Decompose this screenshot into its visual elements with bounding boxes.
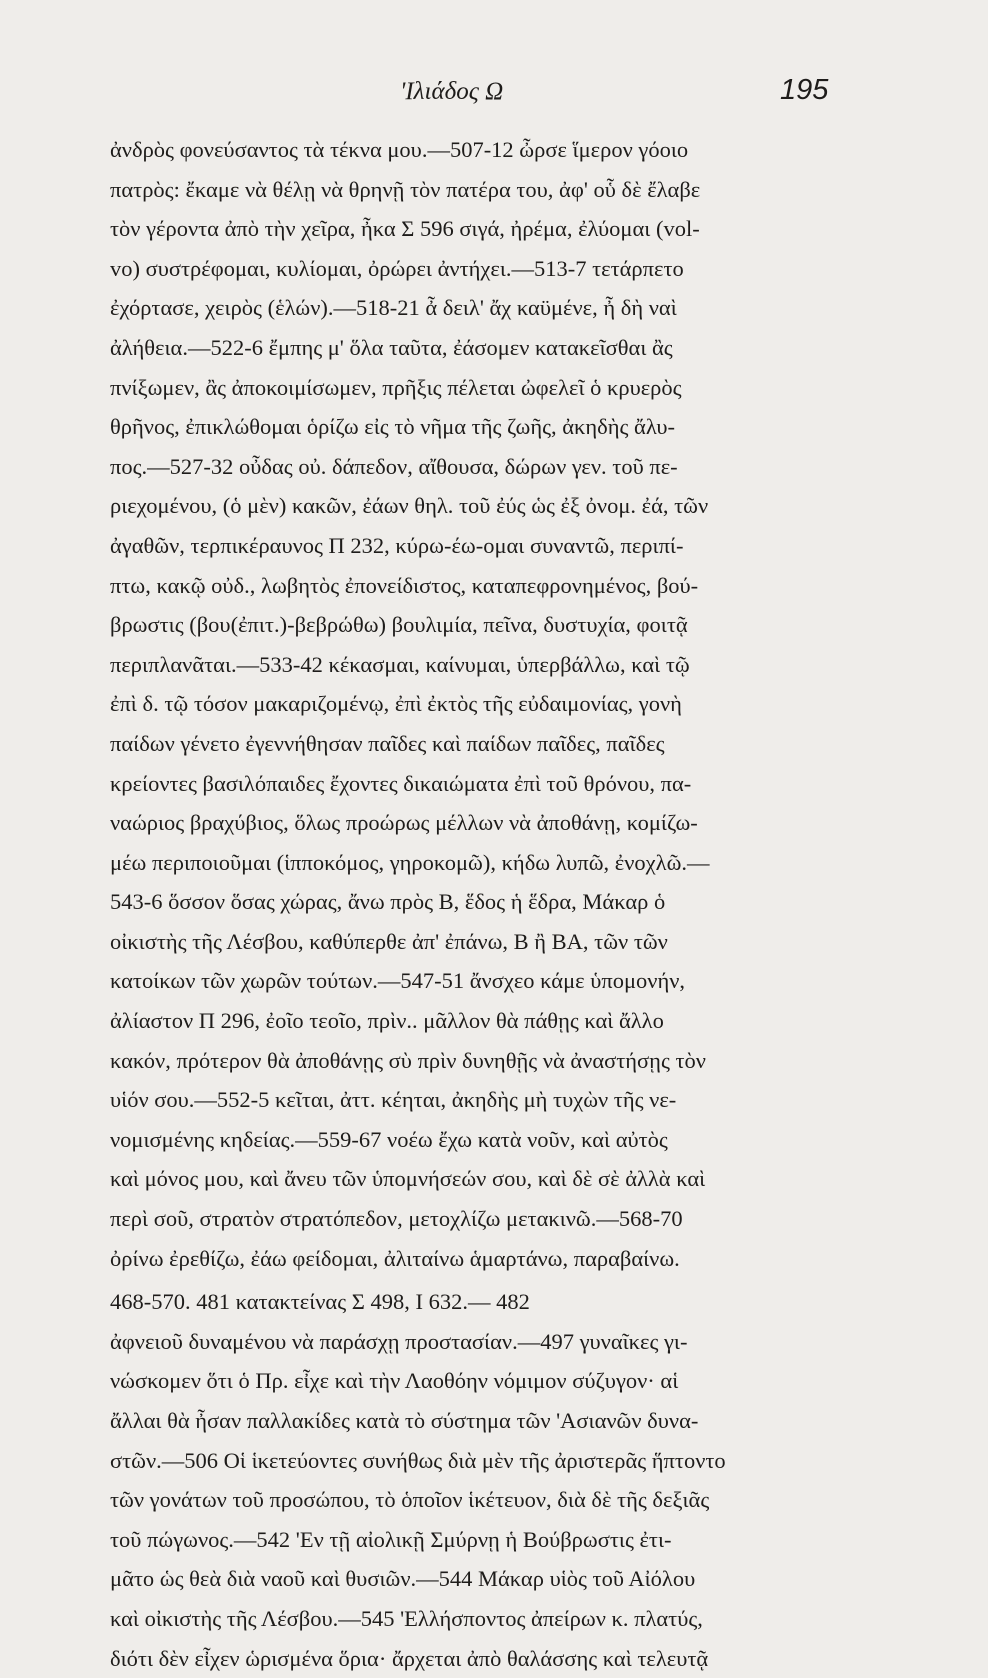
text-line: πος.—527-32 οὖδας οὐ. δάπεδον, αἴθουσα, δώρων γεν. τοῦ πε- (110, 453, 678, 479)
text-line: 543-6 ὅσσον ὅσας χώρας, ἄνω πρὸς Β, ἕδος ἡ ἕδρα, Μάκαρ ὁ (110, 889, 666, 915)
text-line: παίδων γένετο ἐγεννήθησαν παῖδες καὶ παίδων παῖδες, παῖδες (110, 730, 665, 756)
text-line: βρωστις (βου(ἐπιτ.)-βεβρώθω) βουλιμία, πεῖνα, δυστυχία, φοιτᾷ (110, 612, 688, 638)
text-line: νώσκομεν ὅτι ὁ Πρ. εἶχε καὶ τὴν Λαοθόην νόμιμον σύζυγον· αἱ (110, 1368, 679, 1394)
section-heading-line: 468-570. 481 κατακτείνας Σ 498, Ι 632.— 482 (110, 1289, 530, 1315)
text-line: ριεχομένου, (ὁ μὲν) κακῶν, ἐάων θηλ. τοῦ ἐύς ὡς ἐξ ὀνομ. ἐά, τῶν (110, 493, 709, 519)
text-line: μέω περιποιοῦμαι (ἱπποκόμος, γηροκομῶ), κήδω λυπῶ, ἐνοχλῶ.— (110, 849, 710, 875)
commentary-text (110, 130, 840, 1678)
text-line: θρῆνος, ἐπικλώθομαι ὁρίζω εἰς τὸ νῆμα τῆς ζωῆς, ἀκηδὴς ἄλυ- (110, 414, 675, 440)
text-line: τῶν γονάτων τοῦ προσώπου, τὸ ὁποῖον ἱκέτευον, διὰ δὲ τῆς δεξιᾶς (110, 1487, 710, 1513)
text-line: ὀρίνω ἐρεθίζω, ἐάω φείδομαι, ἀλιταίνω ἁμαρτάνω, παραβαίνω. (110, 1245, 680, 1271)
text-line: πτω, κακῷ οὐδ., λωβητὸς ἐπονείδιστος, καταπεφρονημένος, βού- (110, 572, 699, 598)
text-line: οἰκιστὴς τῆς Λέσβου, καθύπερθε ἀπ' ἐπάνω, Β ἢ ΒΑ, τῶν τῶν (110, 928, 668, 954)
text-line: ἀγαθῶν, τερπικέραυνος Π 232, κύρω-έω-ομαι συναντῶ, περιπί- (110, 532, 684, 558)
text-line: περὶ σοῦ, στρατὸν στρατόπεδον, μετοχλίζω μετακινῶ.—568-70 (110, 1206, 683, 1232)
text-line: ἀνδρὸς φονεύσαντος τὰ τέκνα μου.—507-12 ὦρσε ἵμερον γόοιο (110, 137, 689, 162)
text-line: ἀφνειοῦ δυναμένου νὰ παράσχῃ προστασίαν.—497 γυναῖκες γι- (110, 1328, 688, 1354)
page-number: 195 (780, 74, 829, 106)
text-line: υἱόν σου.—552-5 κεῖται, ἀττ. κέηται, ἀκηδὴς μὴ τυχὼν τῆς νε- (110, 1087, 677, 1113)
text-line: περιπλανᾶται.—533-42 κέκασμαι, καίνυμαι, ὑπερβάλλω, καὶ τῷ (110, 651, 690, 677)
text-line: ἀλήθεια.—522-6 ἔμπης μ' ὅλα ταῦτα, ἐάσομεν κατακεῖσθαι ἂς (110, 334, 673, 360)
text-line: καὶ μόνος μου, καὶ ἄνευ τῶν ὑπομνήσεών σου, καὶ δὲ σὲ ἀλλὰ καὶ (110, 1166, 706, 1192)
text-line: καὶ οἰκιστὴς τῆς Λέσβου.—545 'Ελλήσποντος ἀπείρων κ. πλατύς, (110, 1605, 703, 1631)
text-line: κακόν, πρότερον θὰ ἀποθάνῃς σὺ πρὶν δυνηθῇς νὰ ἀναστήσῃς τὸν (110, 1047, 706, 1073)
text-line: πνίξωμεν, ἂς ἀποκοιμίσωμεν, πρῆξις πέλεται ὠφελεῖ ὁ κρυερὸς (110, 374, 682, 400)
text-line: ναώριος βραχύβιος, ὅλως προώρως μέλλων νὰ ἀποθάνῃ, κομίζω- (110, 810, 698, 836)
text-line: κατοίκων τῶν χωρῶν τούτων.—547-51 ἄνσχεο κάμε ὑπομονήν, (110, 968, 686, 994)
text-line: τοῦ πώγωνος.—542 'Εν τῇ αἰολικῇ Σμύρνῃ ἡ Βούβρωστις ἐτι- (110, 1526, 672, 1552)
text-line: πατρὸς: ἔκαμε νὰ θέλῃ νὰ θρηνῇ τὸν πατέρα του, ἀφ' οὗ δὲ ἔλαβε (110, 176, 701, 202)
text-line: ἀλίαστον Π 296, ἐοῖο τεοῖο, πρὶν.. μᾶλλον θὰ πάθῃς καὶ ἄλλο (110, 1008, 664, 1034)
text-line: νομισμένης κηδείας.—559-67 νοέω ἔχω κατὰ νοῦν, καὶ αὐτὸς (110, 1126, 668, 1152)
text-line: ἄλλαι θὰ ἦσαν παλλακίδες κατὰ τὸ σύστημα τῶν 'Ασιανῶν δυνα- (110, 1408, 699, 1433)
text-line: διότι δὲν εἶχεν ὡρισμένα ὅρια· ἄρχεται ἀπὸ θαλάσσης καὶ τελευτᾷ (110, 1645, 709, 1671)
text-line: vo) συστρέφομαι, κυλίομαι, ὀρώρει ἀντήχει.—513-7 τετάρπετο (110, 255, 684, 281)
running-title: 'Ιλιάδος Ω (400, 78, 504, 105)
text-line: στῶν.—506 Οἱ ἱκετεύοντες συνήθως διὰ μὲν τῆς ἀριστερᾶς ἥπτοντο (110, 1447, 726, 1473)
text-line: κρείοντες βασιλόπαιδες ἔχοντες δικαιώματα ἐπὶ τοῦ θρόνου, πα- (110, 770, 692, 796)
text-line: μᾶτο ὡς θεὰ διὰ ναοῦ καὶ θυσιῶν.—544 Μάκαρ υἱὸς τοῦ Αἰόλου (110, 1566, 696, 1592)
running-head (0, 72, 988, 112)
text-line: ἐπὶ δ. τῷ τόσον μακαριζομένῳ, ἐπὶ ἐκτὸς τῆς εὐδαιμονίας, γονὴ (110, 691, 682, 717)
text-line: ἐχόρτασε, χειρὸς (ἑλών).—518-21 ἆ δειλ' ἄχ καϋμένε, ἦ δὴ ναὶ (110, 295, 677, 321)
text-line: τὸν γέροντα ἀπὸ τὴν χεῖρα, ἦκα Σ 596 σιγά, ἠρέμα, ἐλύομαι (vol- (110, 216, 700, 242)
